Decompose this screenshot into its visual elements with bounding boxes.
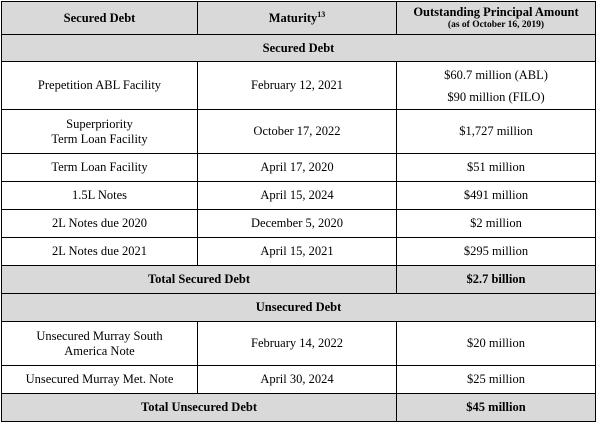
header-outstanding-date: (as of October 16, 2019): [447, 20, 545, 30]
row-amount: $25 million: [397, 366, 596, 394]
total-label-secured: Total Secured Debt: [2, 266, 397, 294]
row-name: 2L Notes due 2021: [2, 238, 198, 266]
table-row: [2, 366, 596, 394]
row-maturity: February 14, 2022: [198, 322, 397, 366]
header-maturity-label: Maturity: [268, 10, 318, 25]
header-row: [2, 2, 596, 35]
row-name: [2, 110, 198, 154]
row-amount: [397, 62, 596, 110]
row-name: Term Loan Facility: [2, 154, 198, 182]
table-row: [2, 154, 596, 182]
table-row: [2, 322, 596, 366]
row-amount: $1,727 million: [397, 110, 596, 154]
section-row-secured: [2, 35, 596, 62]
row-name: Unsecured Murray Met. Note: [2, 366, 198, 394]
total-value-secured: $2.7 billion: [397, 266, 596, 294]
row-amount-line2: $90 million (FILO): [447, 89, 545, 104]
row-maturity: April 17, 2020: [198, 154, 397, 182]
row-amount: $295 million: [397, 238, 596, 266]
row-maturity: October 17, 2022: [198, 110, 397, 154]
row-amount: $51 million: [397, 154, 596, 182]
table-row: [2, 238, 596, 266]
section-title-unsecured: Unsecured Debt: [2, 294, 596, 322]
header-maturity-footnote: 13: [317, 9, 326, 19]
table-row: [2, 182, 596, 210]
header-outstanding-label: Outstanding Principal Amount: [413, 5, 579, 19]
row-amount: $20 million: [397, 322, 596, 366]
total-label-unsecured: Total Unsecured Debt: [2, 394, 397, 422]
row-name: Prepetition ABL Facility: [2, 62, 198, 110]
row-amount: $2 million: [397, 210, 596, 238]
row-maturity: April 30, 2024: [198, 366, 397, 394]
header-maturity: [198, 2, 397, 35]
row-name-line1: Unsecured Murray South: [36, 328, 163, 343]
row-name-line2: Term Loan Facility: [51, 131, 148, 146]
row-name: [2, 322, 198, 366]
row-maturity: December 5, 2020: [198, 210, 397, 238]
row-maturity: April 15, 2021: [198, 238, 397, 266]
table-row: [2, 210, 596, 238]
total-row-secured: [2, 266, 596, 294]
row-name: 2L Notes due 2020: [2, 210, 198, 238]
row-amount: $491 million: [397, 182, 596, 210]
row-name: 1.5L Notes: [2, 182, 198, 210]
row-maturity: April 15, 2024: [198, 182, 397, 210]
debt-table: [1, 1, 596, 422]
row-amount-line1: $60.7 million (ABL): [444, 67, 548, 82]
section-row-unsecured: [2, 294, 596, 322]
header-outstanding: [397, 2, 596, 35]
row-maturity: February 12, 2021: [198, 62, 397, 110]
row-name-line2: America Note: [64, 343, 135, 358]
total-row-unsecured: [2, 394, 596, 422]
row-name-line1: Superpriority: [66, 116, 133, 131]
table-row: [2, 110, 596, 154]
header-secured-debt: Secured Debt: [2, 2, 198, 35]
total-value-unsecured: $45 million: [397, 394, 596, 422]
table-row: [2, 62, 596, 110]
section-title-secured: Secured Debt: [2, 35, 596, 62]
